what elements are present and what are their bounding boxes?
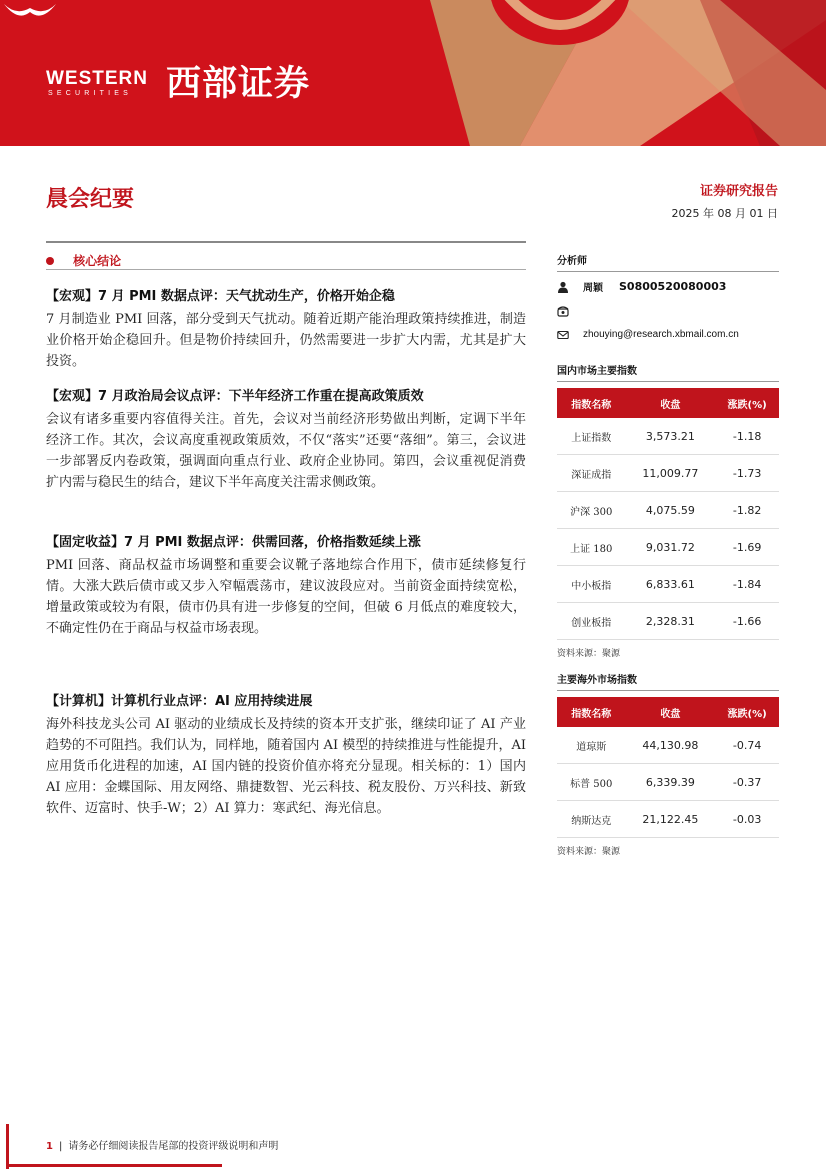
overseas-heading: 主要海外市场指数 [557, 675, 637, 686]
index-close: 4,075.59 [626, 492, 716, 529]
index-name: 深证成指 [557, 455, 626, 492]
index-close: 21,122.45 [626, 801, 716, 838]
logo-cn: 西部证券 [166, 64, 311, 104]
analyst-cert: S0800520080003 [619, 280, 727, 293]
summary-block [46, 385, 526, 493]
col-header: 涨跌(%) [715, 697, 779, 727]
index-change: -1.82 [715, 492, 779, 529]
block-title: 【计算机】计算机行业点评：AI 应用持续进展 [46, 694, 313, 709]
phone-icon [557, 305, 569, 317]
index-close: 6,339.39 [626, 764, 716, 801]
index-name: 上证指数 [557, 418, 626, 455]
index-change: -1.18 [715, 418, 779, 455]
index-close: 44,130.98 [626, 727, 716, 764]
analyst-heading: 分析师 [557, 256, 587, 267]
summary-block [46, 690, 526, 819]
person-icon [557, 281, 569, 293]
index-change: -1.69 [715, 529, 779, 566]
analyst-panel [557, 252, 779, 344]
analyst-email-row [557, 325, 779, 344]
block-title: 【宏观】7 月 PMI 数据点评：天气扰动生产，价格开始企稳 [46, 289, 395, 304]
index-close: 2,328.31 [626, 603, 716, 640]
side-rule [557, 690, 779, 691]
index-close: 9,031.72 [626, 529, 716, 566]
overseas-source: 资料来源：聚源 [557, 847, 621, 857]
col-header: 指数名称 [557, 697, 626, 727]
footer-accent-vertical [6, 1124, 9, 1169]
section-header [46, 250, 526, 269]
analyst-name-row [557, 277, 779, 296]
table-row [557, 603, 779, 640]
index-change: -0.37 [715, 764, 779, 801]
index-change: -1.73 [715, 455, 779, 492]
bullet-dot-icon [46, 257, 54, 265]
page-number: 1 [46, 1141, 53, 1152]
logo-en: WESTERN [46, 68, 148, 89]
domestic-index-table [557, 388, 779, 640]
table-row [557, 566, 779, 603]
overseas-index-panel [557, 671, 779, 857]
analyst-email[interactable]: zhouying@research.xbmail.com.cn [583, 329, 739, 340]
col-header: 收盘 [626, 388, 716, 418]
index-name: 沪深 300 [557, 492, 626, 529]
table-header-row [557, 388, 779, 418]
report-date: 2025 年 08 月 01 日 [671, 207, 778, 220]
index-change: -1.66 [715, 603, 779, 640]
footer-separator: | [58, 1141, 63, 1152]
table-row [557, 529, 779, 566]
footer-disclaimer: 请务必仔细阅读报告尾部的投资评级说明和声明 [68, 1141, 279, 1152]
main-top-rule [46, 241, 526, 243]
block-body: PMI 回落、商品权益市场调整和重要会议靴子落地综合作用下，债市延续修复行情。大涨大跌后债市或又步入窄幅震荡市，建议波段应对。当前资金面持续宽松，增量政策或较为有限，债市仍具有进一步修复的空间，但破 6 月低点的难度较大，不确定性仍在于商品与权益市场表现。 [46, 558, 526, 636]
col-header: 收盘 [626, 697, 716, 727]
table-row [557, 455, 779, 492]
block-body: 海外科技龙头公司 AI 驱动的业绩成长及持续的资本开支扩张，继续印证了 AI 产业趋势的不可阻挡。我们认为，同样地，随着国内 AI 模型的持续推进与性能提升，AI 应用货币化进程的加速，AI 国内链的投资价值亦将充分显现。相关标的：1）国内 AI 应用：金蝶国际、用友网络、鼎捷数智、光云科技、税友股份、万兴科技、新致软件、迈富时、快手-W；2）AI 算力：寒武纪、海光信息。 [46, 717, 526, 816]
summary-block [46, 285, 526, 372]
table-header-row [557, 697, 779, 727]
table-row [557, 492, 779, 529]
domestic-heading: 国内市场主要指数 [557, 366, 637, 377]
col-header: 涨跌(%) [715, 388, 779, 418]
analyst-phone-row [557, 301, 779, 320]
overseas-index-table [557, 697, 779, 838]
side-rule [557, 381, 779, 382]
footer-accent-horizontal [6, 1164, 222, 1167]
index-change: -0.74 [715, 727, 779, 764]
index-name: 标普 500 [557, 764, 626, 801]
block-title: 【宏观】7 月政治局会议点评：下半年经济工作重在提高政策质效 [46, 389, 424, 404]
domestic-index-panel [557, 362, 779, 659]
block-title: 【固定收益】7 月 PMI 数据点评：供需回落，价格指数延续上涨 [46, 535, 421, 550]
block-body: 会议有诸多重要内容值得关注。首先，会议对当前经济形势做出判断，定调下半年经济工作。其次，会议高度重视政策质效，不仅“落实”还要“落细”。第三，会议进一步部署反内卷政策，强调面向重点行业、政府企业协同。第四，会议重视促消费扩内需与稳民生的结合，建议下半年高度关注需求侧政策。 [46, 412, 526, 490]
index-name: 上证 180 [557, 529, 626, 566]
index-name: 纳斯达克 [557, 801, 626, 838]
index-close: 3,573.21 [626, 418, 716, 455]
analyst-name: 周颖 [583, 283, 603, 294]
col-header: 指数名称 [557, 388, 626, 418]
domestic-source: 资料来源：聚源 [557, 649, 621, 659]
index-name: 中小板指 [557, 566, 626, 603]
block-body: 7 月制造业 PMI 回落，部分受到天气扰动。随着近期产能治理政策持续推进，制造业价格开始企稳回升。但是物价持续回升，仍然需要进一步扩大内需，尤其是扩大投资。 [46, 312, 526, 369]
logo-sub: SECURITIES [48, 90, 133, 97]
email-icon [557, 329, 569, 341]
table-row [557, 727, 779, 764]
table-row [557, 801, 779, 838]
logo-horns-icon [0, 0, 60, 22]
summary-block [46, 531, 526, 639]
index-name: 创业板指 [557, 603, 626, 640]
side-rule [557, 271, 779, 272]
index-close: 11,009.77 [626, 455, 716, 492]
index-close: 6,833.61 [626, 566, 716, 603]
table-row [557, 764, 779, 801]
header-banner [0, 0, 826, 146]
index-name: 道琼斯 [557, 727, 626, 764]
table-row [557, 418, 779, 455]
index-change: -0.03 [715, 801, 779, 838]
index-change: -1.84 [715, 566, 779, 603]
footer [46, 1137, 278, 1152]
section-label: 核心结论 [73, 254, 122, 268]
section-rule [46, 269, 526, 270]
doc-title: 晨会纪要 [46, 186, 135, 212]
report-type: 证券研究报告 [699, 184, 778, 199]
